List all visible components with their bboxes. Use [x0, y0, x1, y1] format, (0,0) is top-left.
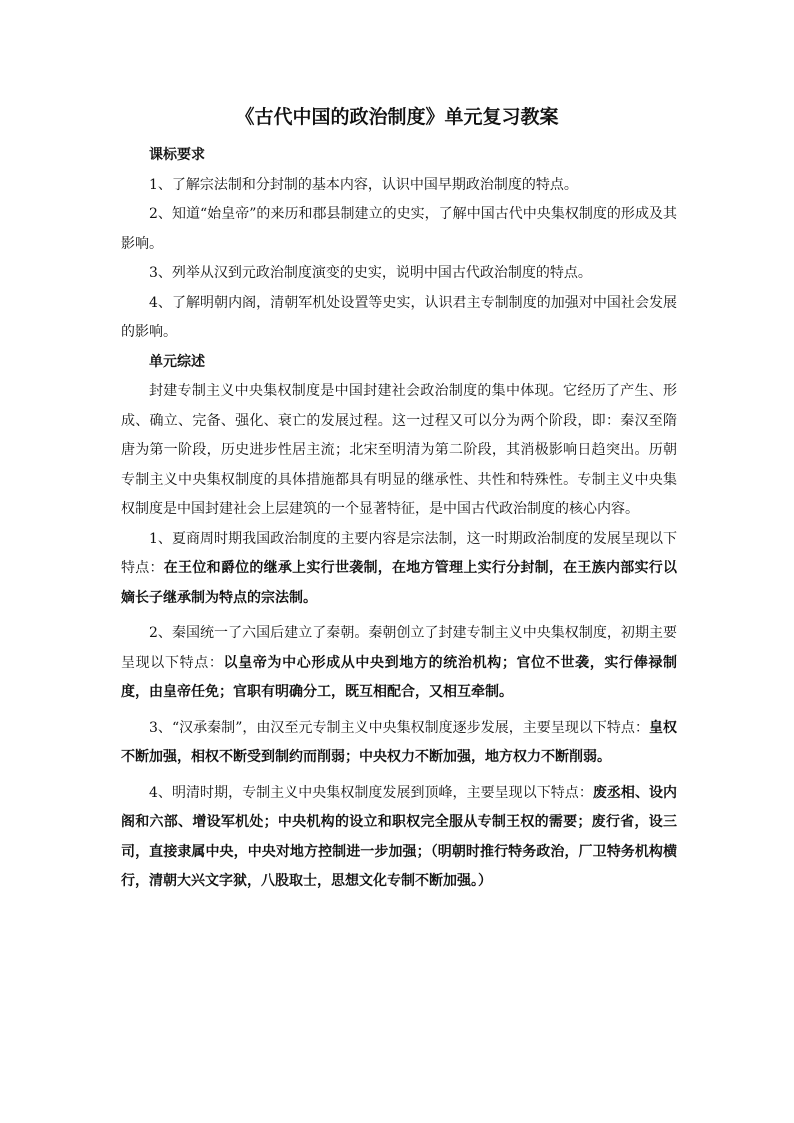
- point-2-bold-text: 以皇帝为中心形成从中央到地方的统治机构；官位不世袭，实行俸禄制度，由皇帝任免；官职有明确分工，既互相配合，又相互牵制。: [121, 654, 678, 700]
- overview-point-2: [121, 619, 677, 708]
- requirement-item-2: 2、知道“始皇帝”的来历和郡县制建立的史实，了解中国古代中央集权制度的形成及其影响。: [121, 206, 677, 252]
- requirement-item-1: 1、了解宗法制和分封制的基本内容，认识中国早期政治制度的特点。: [149, 176, 578, 193]
- point-3-text: 3、“汉承秦制”，由汉至元专制主义中央集权制度逐步发展，主要呈现以下特点：: [149, 719, 649, 736]
- point-1-text: 1、夏商周时期我国政治制度的主要内容是宗法制，这一时期政治制度的发展呈现以下特点：: [121, 530, 677, 576]
- overview-heading: 单元综述: [149, 353, 205, 370]
- point-3-bold-text: 皇权不断加强，相权不断受到制约而削弱；中央权力不断加强，地方权力不断削弱。: [121, 719, 677, 765]
- point-4-text: 4、明清时期，专制主义中央集权制度发展到顶峰，主要呈现以下特点：: [149, 784, 593, 801]
- requirement-item-4: 4、了解明朝内阁，清朝军机处设置等史实，认识君主专制制度的加强对中国社会发展的影响。: [121, 294, 677, 340]
- point-1-bold-text: 在王位和爵位的继承上实行世袭制，在地方管理上实行分封制，在王族内部实行以嫡长子继承制为特点的宗法制。: [121, 560, 678, 606]
- page-title: 《古代中国的政治制度》单元复习教案: [235, 106, 559, 128]
- overview-point-3: [121, 714, 677, 773]
- overview-point-1: [121, 525, 677, 614]
- requirement-item-3: 3、列举从汉到元政治制度演变的史实，说明中国古代政治制度的特点。: [149, 265, 592, 281]
- point-4-bold-text: 废丞相、设内阁和六部、增设军机处；中央机构的设立和职权完全服从专制王权的需要；废行省，设三司，直接隶属中央，中央对地方控制进一步加强；（明朝时推行特务政治，厂卫特务机构横行，清朝大兴文字狱，八股取士，思想文化专制不断加强。）: [121, 784, 678, 889]
- document-body: [121, 141, 677, 897]
- requirements-heading: 课标要求: [149, 147, 205, 163]
- overview-intro: 封建专制主义中央集权制度是中国封建社会政治制度的集中体现。它经历了产生、形成、确立、完备、强化、衰亡的发展过程。这一过程又可以分为两个阶段，即：秦汉至隋唐为第一阶段，历史进步性居主流；北宋至明清为第二阶段，其消极影响日趋突出。历朝专制主义中央集权制度的具体措施都具有明显的继承性、共性和特殊性。专制主义中央集权制度是中国封建社会上层建筑的一个显著特征，是中国古代政治制度的核心内容。: [121, 383, 677, 517]
- point-2-text: 2、秦国统一了六国后建立了秦朝。秦朝创立了封建专制主义中央集权制度，初期主要呈现以下特点：: [121, 625, 677, 671]
- overview-point-4: [121, 779, 677, 897]
